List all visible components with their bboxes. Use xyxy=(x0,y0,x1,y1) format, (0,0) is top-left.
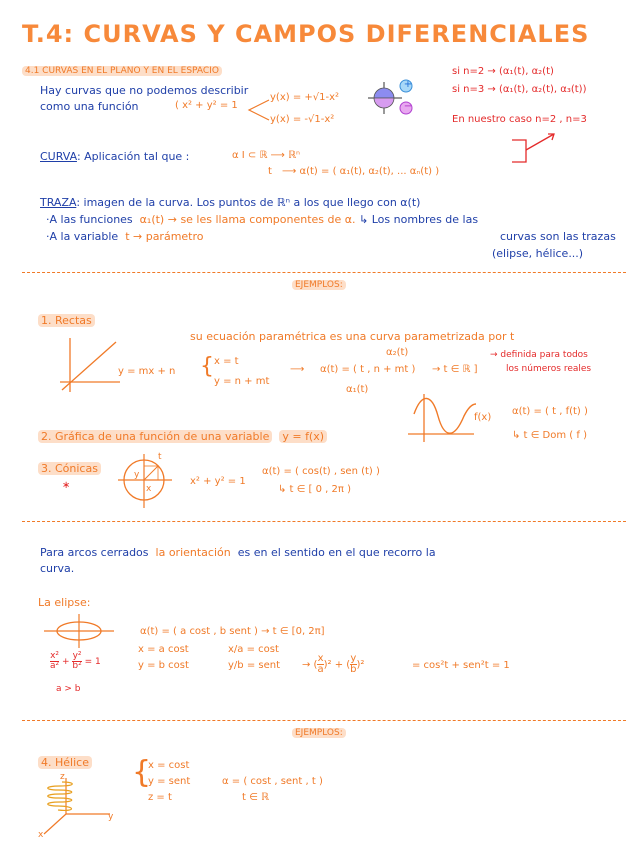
helice-heading-text: 4. Hélice xyxy=(38,756,92,769)
brace-icon: { xyxy=(200,354,214,379)
grafica-func: y = f(x) xyxy=(279,430,327,443)
elipse-cond: a > b xyxy=(56,684,81,694)
bracket-arrow-icon xyxy=(508,130,558,170)
conicas-eq: x² + y² = 1 xyxy=(190,476,246,487)
helice-sys2: y = sent xyxy=(148,776,191,787)
helix-x-label: x xyxy=(38,830,44,840)
line-equation: y = mx + n xyxy=(118,366,176,377)
page-title: T.4: CURVAS Y CAMPOS DIFERENCIALES xyxy=(22,20,590,48)
helice-alpha: α = ( cost , sent , t ) xyxy=(222,776,323,787)
rectas-alpha: α(t) = ( t , n + mt ) xyxy=(320,364,416,375)
y-positive: y(x) = +√1-x² xyxy=(270,92,340,103)
frac-x-num: x² xyxy=(50,651,60,661)
note-case: En nuestro caso n=2 , n=3 xyxy=(452,114,587,125)
helice-sys3: z = t xyxy=(148,792,172,803)
frac-eq-one: = 1 xyxy=(84,657,101,667)
rectas-alpha1: α₁(t) xyxy=(346,384,369,395)
grafica-heading xyxy=(38,430,327,443)
curva-map2: ⟶ α(t) = ( α₁(t), α₂(t), ... αₙ(t) ) xyxy=(282,166,440,177)
arrow-icon: ⟶ xyxy=(290,364,305,375)
elipse-yb: y/b = sent xyxy=(228,660,280,671)
ejemplos-label xyxy=(292,280,346,290)
section-divider xyxy=(22,272,626,273)
orientacion-line1 xyxy=(40,546,436,559)
frac-x xyxy=(50,652,59,671)
helix-y-label: y xyxy=(108,812,114,822)
paren-a: a xyxy=(317,664,324,675)
frac-y xyxy=(72,652,81,671)
rectas-defined1: → definida para todos xyxy=(490,350,588,360)
conicas-domain: ↳ t ∈ [ 0 , 2π ) xyxy=(278,484,351,495)
paren-b: b xyxy=(350,664,357,675)
rectas-alpha2: α₂(t) xyxy=(386,347,409,358)
bullet1-d: ↳ Los nombres de las xyxy=(359,213,479,226)
orientacion-b: la orientación xyxy=(155,546,231,559)
elipse-x-eq: x = a cost xyxy=(138,644,189,655)
rectas-heading-text: 1. Rectas xyxy=(38,314,95,327)
traza-bullet1 xyxy=(46,213,478,226)
function-graph-icon xyxy=(408,394,478,444)
paren-frac-x xyxy=(317,654,323,675)
ejemplos-text-2: EJEMPLOS: xyxy=(292,728,346,738)
frac-y-den: b² xyxy=(72,661,82,671)
bullet2-b: t → parámetro xyxy=(125,230,204,243)
bullet1-a: ·A las funciones xyxy=(46,213,133,226)
conicas-x-label: x xyxy=(146,484,152,494)
helice-domain: t ∈ ℝ xyxy=(242,792,269,803)
elipse-alpha: α(t) = ( a cost , b sent ) → t ∈ [0, 2π] xyxy=(140,626,325,637)
rectas-sys2: y = n + mt xyxy=(214,376,270,387)
y-negative: y(x) = -√1-x² xyxy=(270,114,335,125)
orientacion-a: Para arcos cerrados xyxy=(40,546,149,559)
frac-x-den: a² xyxy=(50,661,60,671)
traza-examples: (elipse, hélice...) xyxy=(492,247,584,260)
elipse-xa: x/a = cost xyxy=(228,644,279,655)
elipse-rhs: = cos²t + sen²t = 1 xyxy=(412,660,510,671)
ejemplos-label-2 xyxy=(292,728,346,738)
curva-def: : Aplicación tal que : xyxy=(76,150,190,163)
grafica-alpha: α(t) = ( t , f(t) ) xyxy=(512,406,588,417)
intro-line1: Hay curvas que no podemos describir xyxy=(40,84,249,97)
bullet1-b: α₁(t) → se les llama xyxy=(139,213,246,226)
paren-x: x xyxy=(317,653,324,664)
conicas-heading xyxy=(38,462,101,475)
conicas-alpha: α(t) = ( cos(t) , sen (t) ) xyxy=(262,466,380,477)
traza-label: TRAZA xyxy=(40,196,77,209)
minus-sign: − xyxy=(403,101,413,112)
rectas-desc: su ecuación paramétrica es una curva parametrizada por t xyxy=(190,330,515,343)
note-n2: si n=2 → (α₁(t), α₂(t) xyxy=(452,66,554,77)
elipse-heading: La elipse: xyxy=(38,596,91,609)
paren-y: y xyxy=(350,653,357,664)
grafica-domain: ↳ t ∈ Dom ( f ) xyxy=(512,430,587,441)
curva-label: CURVA xyxy=(40,150,77,163)
circle-graph-icon xyxy=(118,454,178,510)
intro-line2: como una función xyxy=(40,100,139,113)
rectas-sys1: x = t xyxy=(214,356,239,367)
helix-z-label: z xyxy=(60,772,65,782)
section-heading-text: 4.1 CURVAS EN EL PLANO Y EN EL ESPACIO xyxy=(22,66,222,76)
orientacion-line2: curva. xyxy=(40,562,75,575)
traza-def: : imagen de la curva. Los puntos de ℝⁿ a los que llego con α(t) xyxy=(76,196,421,209)
circle-equation: ( x² + y² = 1 xyxy=(175,100,238,111)
paren-frac-y xyxy=(350,654,356,675)
ellipse-standard-equation xyxy=(50,652,101,671)
line-graph-icon xyxy=(60,338,120,394)
conicas-mark: ∗ xyxy=(62,480,71,491)
curva-map2-t: t xyxy=(268,166,272,177)
section-heading xyxy=(22,66,222,76)
bullet1-c: componentes de α. xyxy=(249,213,356,226)
grafica-heading-text: 2. Gráfica de una función de una variable xyxy=(38,430,272,443)
section-divider-2 xyxy=(22,521,626,522)
rectas-domain: → t ∈ ℝ ] xyxy=(432,364,478,375)
helix-graph-icon xyxy=(36,774,120,840)
frac-y-num: y² xyxy=(72,651,82,661)
bullet2-a: ·A la variable xyxy=(46,230,119,243)
conicas-t-label: t xyxy=(158,452,162,462)
curva-definition xyxy=(40,150,189,163)
traza-curves-trazas: curvas son las trazas xyxy=(500,230,616,243)
ellipse-squared-sum: → ( $\frac{x}{a}$ )² + ( $\frac{y}{b}$ )² xyxy=(302,653,365,675)
conicas-heading-text: 3. Cónicas xyxy=(38,462,101,475)
traza-bullet2 xyxy=(46,230,204,243)
traza-definition xyxy=(40,196,420,209)
rectas-defined2: los números reales xyxy=(506,364,592,374)
rectas-heading xyxy=(38,314,95,327)
orientacion-c: es en el sentido en el que recorro la xyxy=(237,546,436,559)
section-divider-3 xyxy=(22,720,626,721)
branch-arrows-icon xyxy=(245,98,271,124)
frac-plus: + xyxy=(62,657,70,667)
helice-heading xyxy=(38,756,92,769)
ellipse-graph-icon xyxy=(44,614,114,648)
conicas-y-label: y xyxy=(134,470,140,480)
ejemplos-text: EJEMPLOS: xyxy=(292,280,346,290)
elipse-y-eq: y = b cost xyxy=(138,660,189,671)
helice-brace-icon: { xyxy=(132,755,152,790)
curva-map1: α I ⊂ ℝ ⟶ ℝⁿ xyxy=(232,150,300,161)
note-n3: si n=3 → (α₁(t), α₂(t), α₃(t)) xyxy=(452,84,587,95)
helice-sys1: x = cost xyxy=(148,760,190,771)
plus-sign: + xyxy=(403,79,413,90)
fx-label: f(x) xyxy=(474,412,492,423)
